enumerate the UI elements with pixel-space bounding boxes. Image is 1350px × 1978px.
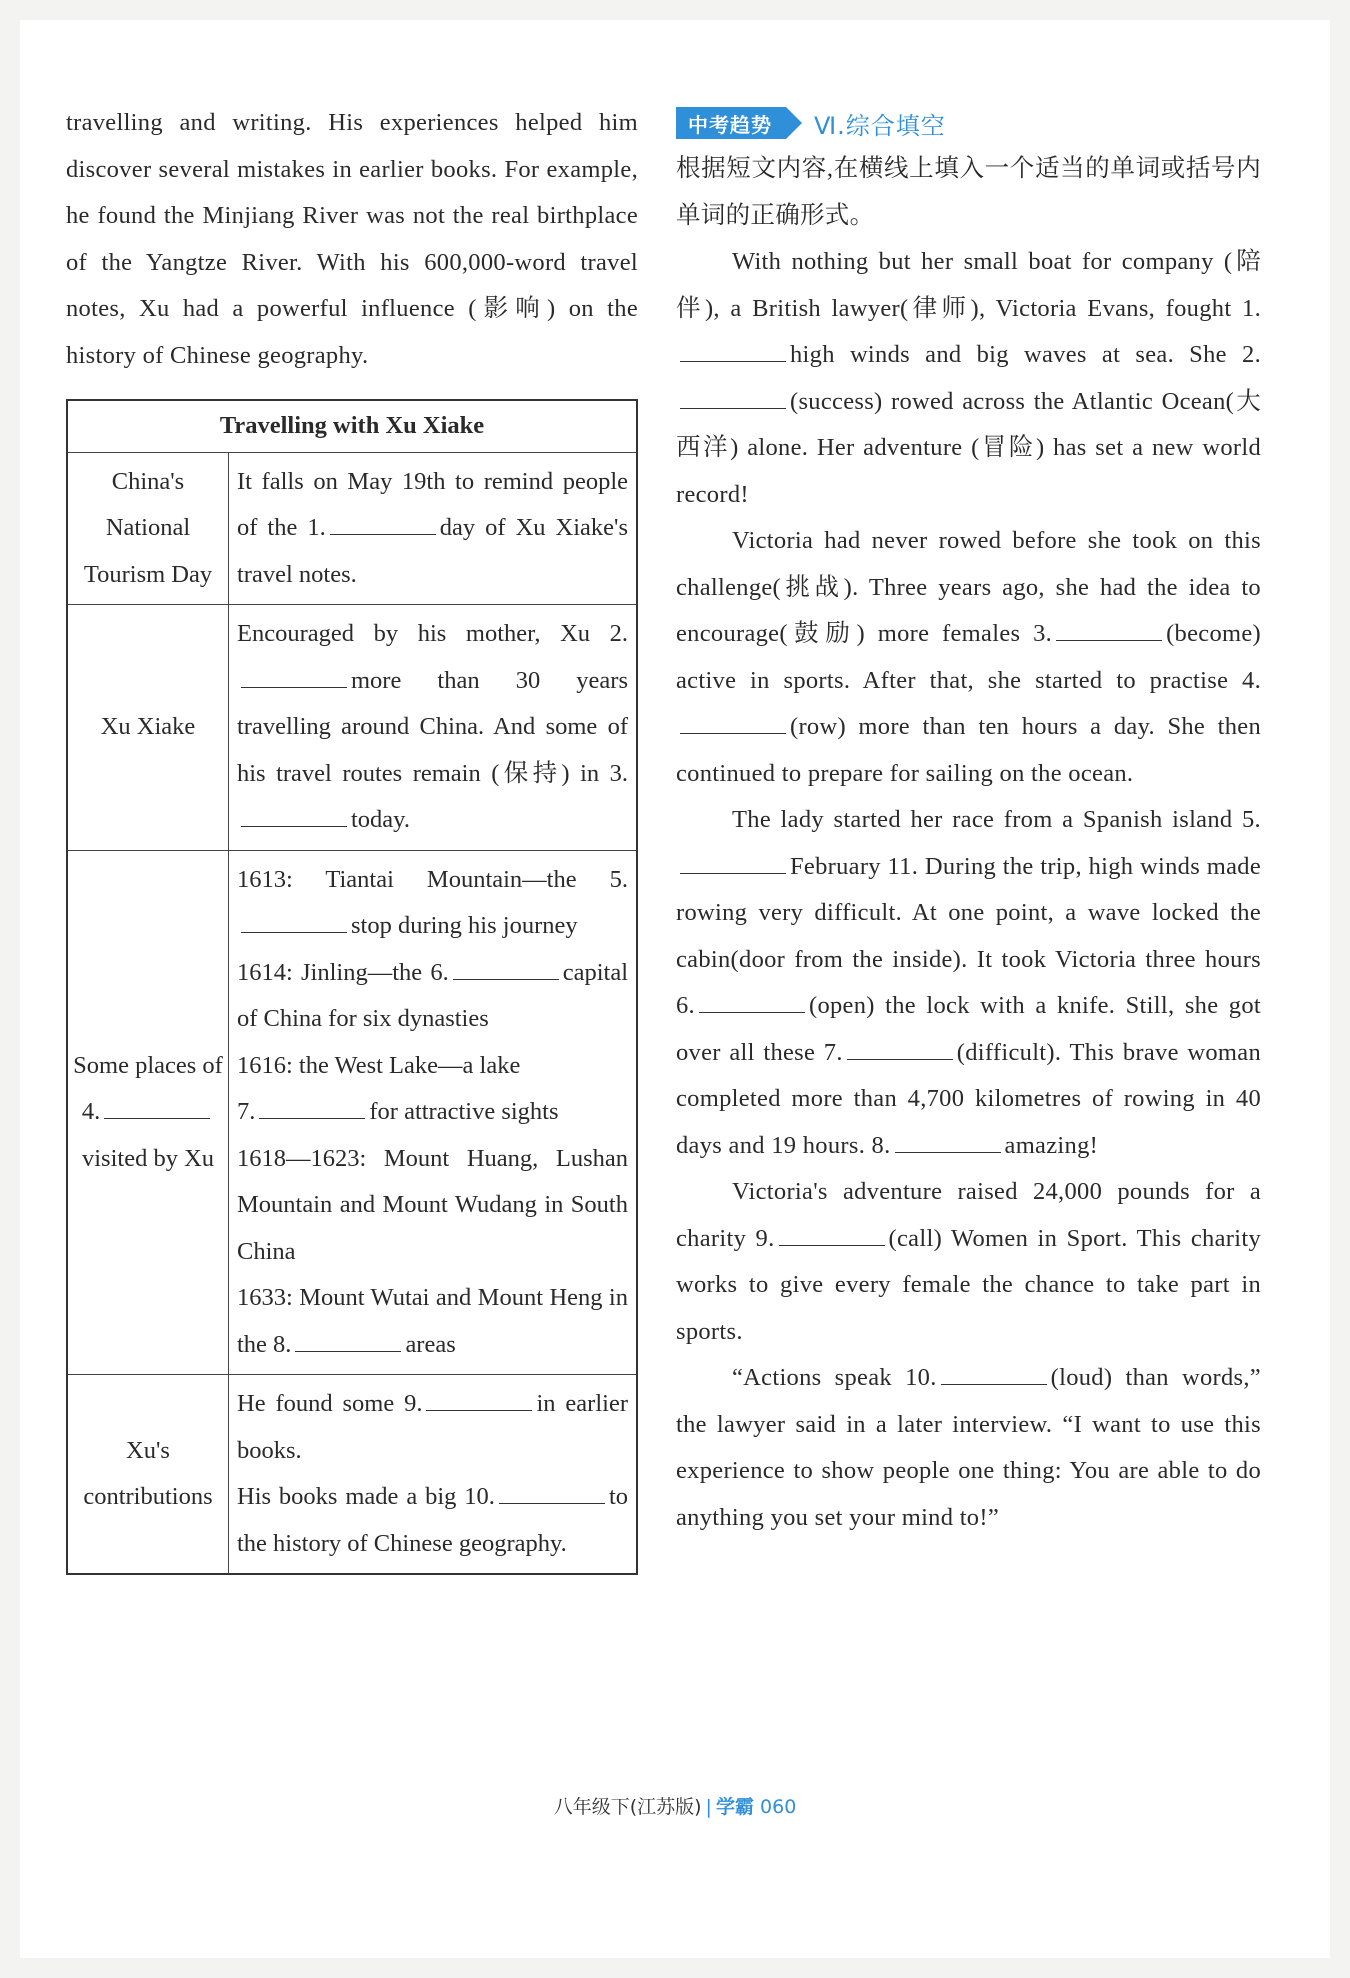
text: in earlier books. (237, 1390, 628, 1464)
right-column (676, 100, 1261, 1541)
text: today. (351, 806, 410, 833)
blank-9[interactable] (426, 1388, 532, 1411)
text: capital of China for six dynasties (237, 958, 628, 1032)
text: Encouraged by his mother, Xu 2. (237, 620, 628, 647)
text: day of Xu Xiake's travel notes. (237, 514, 628, 588)
blank-r7[interactable] (847, 1037, 953, 1060)
text: He found some 9. (237, 1390, 423, 1417)
text: (success) rowed across the Atlantic Ocean(大西洋) alone. Her adventure (冒险) has set a new world record! (676, 387, 1261, 508)
list-item: 1616: the West Lake—a lake (237, 1051, 521, 1079)
blank-10[interactable] (499, 1481, 605, 1504)
row-body (229, 605, 638, 851)
left-column (66, 100, 638, 1575)
blank-r5[interactable] (680, 851, 786, 874)
text: February 11. During the trip, high winds made rowing very difficult. At one point, a wave locked the cabin(door from the inside). It took Victoria three hours 6. (676, 852, 1261, 1019)
text: With nothing but her small boat for company (陪伴), a British lawyer(律师), Victoria Evans, fought 1. (676, 248, 1261, 322)
blank-8[interactable] (295, 1329, 401, 1352)
brand-label: 学霸 (715, 1796, 754, 1818)
blank-3[interactable] (241, 804, 347, 827)
blank-r10[interactable] (941, 1362, 1047, 1385)
blank-r3[interactable] (1056, 618, 1162, 641)
paragraph-3 (676, 797, 1261, 1169)
text: (call) Women in Sport. This charity works to give every female the chance to take part in sports. (676, 1224, 1261, 1345)
text: 1633: Mount Wutai and Mount Heng in the 8. (237, 1284, 628, 1358)
table-title: Travelling with Xu Xiake (67, 400, 637, 452)
text: high winds and big waves at sea. She 2. (790, 341, 1261, 368)
text: Victoria's adventure raised 24,000 pounds for a charity 9. (676, 1178, 1261, 1252)
blank-7[interactable] (259, 1096, 365, 1119)
paragraph-1 (676, 239, 1261, 518)
text: (become) active in sports. After that, she started to practise 4. (676, 620, 1261, 694)
paragraph-4 (676, 1169, 1261, 1355)
text: 4. (81, 1098, 101, 1125)
list-item (237, 950, 628, 1043)
row-head: Xu Xiake (67, 605, 229, 851)
text: His books made a big 10. (237, 1483, 495, 1510)
text: more than 30 years travelling around China. And some of his travel routes remain (保持) in 3. (237, 666, 628, 787)
blank-1[interactable] (330, 512, 436, 535)
row-body (229, 850, 638, 1375)
xu-xiake-table (66, 399, 638, 1575)
list-item (237, 1381, 628, 1474)
text: (difficult). This brave woman completed more than 4,700 kilometres of rowing in 40 days and 19 hours. 8. (676, 1038, 1261, 1159)
table-row (67, 605, 637, 851)
section-header (676, 100, 1261, 146)
text: stop during his journey (351, 912, 578, 939)
text: visited by Xu (81, 1144, 215, 1172)
blank-r1[interactable] (680, 339, 786, 362)
list-item (237, 1089, 628, 1136)
exam-trend-badge: 中考趋势 (676, 107, 786, 139)
intro-paragraph: travelling and writing. His experiences helped him discover several mistakes in earlier books. For example, he found the Minjiang River was not the real birthplace of the Yangtze River. With his 600,000-word travel notes, Xu had a powerful influence (影响) on the history of Chinese geography. (66, 109, 638, 369)
page-number: 060 (760, 1796, 797, 1818)
blank-4[interactable] (104, 1096, 210, 1119)
instruction: 根据短文内容,在横线上填入一个适当的单词或括号内单词的正确形式。 (676, 155, 1261, 229)
row-head: Xu's contributions (67, 1375, 229, 1575)
table-row (67, 452, 637, 605)
text: amazing! (1004, 1131, 1099, 1159)
text: It falls on May 19th to remind people of the 1. (237, 467, 628, 541)
grade-label: 八年级下(江苏版) (553, 1796, 702, 1818)
text: 7. (237, 1098, 256, 1125)
text: “Actions speak 10. (732, 1364, 937, 1391)
section-title: Ⅵ.综合填空 (814, 111, 946, 140)
list-item (237, 1275, 628, 1368)
row-head: China's National Tourism Day (67, 452, 229, 605)
text: (loud) than words,” the lawyer said in a later interview. “I want to use this experience to show people one thing: You are able to do anything you set your mind to!” (676, 1364, 1261, 1531)
blank-r8[interactable] (895, 1130, 1001, 1153)
blank-r2[interactable] (680, 386, 786, 409)
list-item (237, 857, 628, 950)
text: areas (405, 1330, 456, 1358)
table-title-row (67, 400, 637, 452)
text: The lady started her race from a Spanish island 5. (732, 806, 1261, 833)
page-footer (0, 1792, 1350, 1819)
row-body (229, 452, 638, 605)
text: (row) more than ten hours a day. She then continued to prepare for sailing on the ocean. (676, 713, 1261, 787)
list-item (237, 1474, 628, 1567)
text: (open) the lock with a knife. Still, she got over all these 7. (676, 992, 1261, 1066)
blank-2[interactable] (241, 665, 347, 688)
text: for attractive sights (369, 1098, 559, 1125)
text: to the history of Chinese geography. (237, 1483, 628, 1557)
text: Victoria had never rowed before she took on this challenge(挑战). Three years ago, she had the idea to encourage(鼓励) more females 3. (676, 527, 1261, 647)
blank-r4[interactable] (680, 711, 786, 734)
list-item: 1618—1623: Mount Huang, Lushan Mountain and Mount Wudang in South China (237, 1144, 628, 1265)
paragraph-5 (676, 1355, 1261, 1541)
row-body (229, 1375, 638, 1575)
text: 1614: Jinling—the 6. (237, 958, 449, 986)
text: Some places of (73, 1051, 223, 1079)
blank-r9[interactable] (779, 1223, 885, 1246)
table-row (67, 850, 637, 1375)
blank-r6[interactable] (699, 990, 805, 1013)
table-row (67, 1375, 637, 1575)
paragraph-2 (676, 518, 1261, 797)
blank-6[interactable] (453, 957, 559, 980)
divider: | (705, 1796, 712, 1818)
text: 1613: Tiantai Mountain—the 5. (237, 865, 628, 893)
blank-5[interactable] (241, 910, 347, 933)
row-head (67, 850, 229, 1375)
